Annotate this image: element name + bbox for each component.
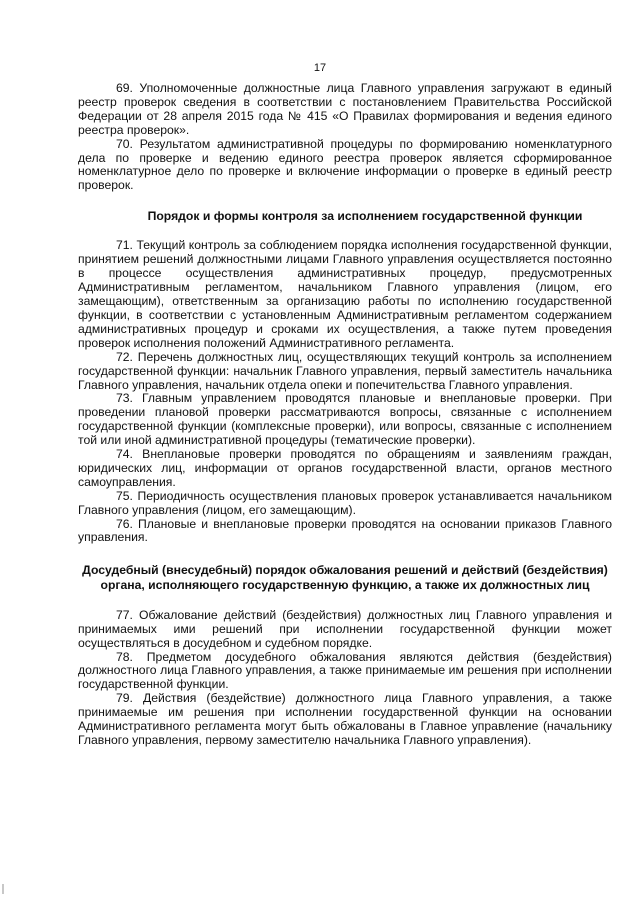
paragraph-70: 70. Результатом административной процедуры по формированию номенклатурного дела по проверке и ведению единого реестра проверок является сформированное номенклатурное дело по проверке и включение информации о проверке в единый реестр проверок. <box>78 136 612 193</box>
section-heading-control: Порядок и формы контроля за исполнением государственной функции <box>147 209 583 224</box>
scan-edge-mark <box>2 884 4 894</box>
paragraph-69: 69. Уполномоченные должностные лица Главного управления загружают в единый реестр проверок сведения в соответствии с постановлением Правительства Российской Федерации от 28 апреля 2015 года № 415 «О Правилах формирования и ведения единого реестра проверок». <box>78 81 612 137</box>
paragraph-78: 78. Предметом досудебного обжалования являются действия (бездействия) должностного лица Главного управления, а также принимаемые им решения при исполнении государственной функции. <box>78 649 612 692</box>
paragraph-71: 71. Текущий контроль за соблюдением порядка исполнения государственной функции, принятием решений должностными лицами Главного управления осуществляется постоянно в процессе осуществления административных процедур, предусмотренных Административным регламентом, начальником Главного управления (лицом, его замещающим), ответственным за организацию работы по исполнению государственной функции, в соответствии с установленным Административным регламентом содержанием административных процедур и сроками их осуществления, а также путем проведения проверок исполнения положений Административного регламента. <box>78 238 612 350</box>
section-heading-appeal: Досудебный (внесудебный) порядок обжалования решений и действий (бездействия) органа, исполняющего государственную функцию, а также их должностных лиц <box>82 563 608 592</box>
paragraph-75: 75. Периодичность осуществления плановых проверок устанавливается начальником Главного управления (лицом, его замещающим). <box>78 488 612 517</box>
paragraph-79: 79. Действия (бездействие) должностного лица Главного управления, а также принимаемые им решения при исполнении государственной функции на основании Административного регламента могут быть обжалованы в Главное управление (начальнику Главного управления, первому заместителю начальника Главного управления). <box>78 691 612 747</box>
paragraph-77: 77. Обжалование действий (бездействия) должностных лиц Главного управления и принимаемых ими решений при исполнении государственной функции может осуществляться в досудебном и судебном порядке. <box>78 607 612 650</box>
document-body <box>78 82 612 748</box>
paragraph-74: 74. Внеплановые проверки проводятся по обращениям и заявлениям граждан, юридических лиц, информации от органов государственной власти, органов местного самоуправления. <box>78 447 612 489</box>
paragraph-73: 73. Главным управлением проводятся плановые и внеплановые проверки. При проведении плановой проверки рассматриваются вопросы, связанные с исполнением государственной функции (комплексные проверки), или вопросы, связанные с исполнением той или иной административной процедуры (тематические проверки). <box>78 391 612 448</box>
paragraph-72: 72. Перечень должностных лиц, осуществляющих текущий контроль за исполнением государственной функции: начальник Главного управления, первый заместитель начальника Главного управления, начальник отдела опеки и попечительства Главного управления. <box>78 349 612 392</box>
paragraph-76: 76. Плановые и внеплановые проверки проводятся на основании приказов Главного управления. <box>78 516 612 545</box>
page-number: 17 <box>313 62 327 74</box>
